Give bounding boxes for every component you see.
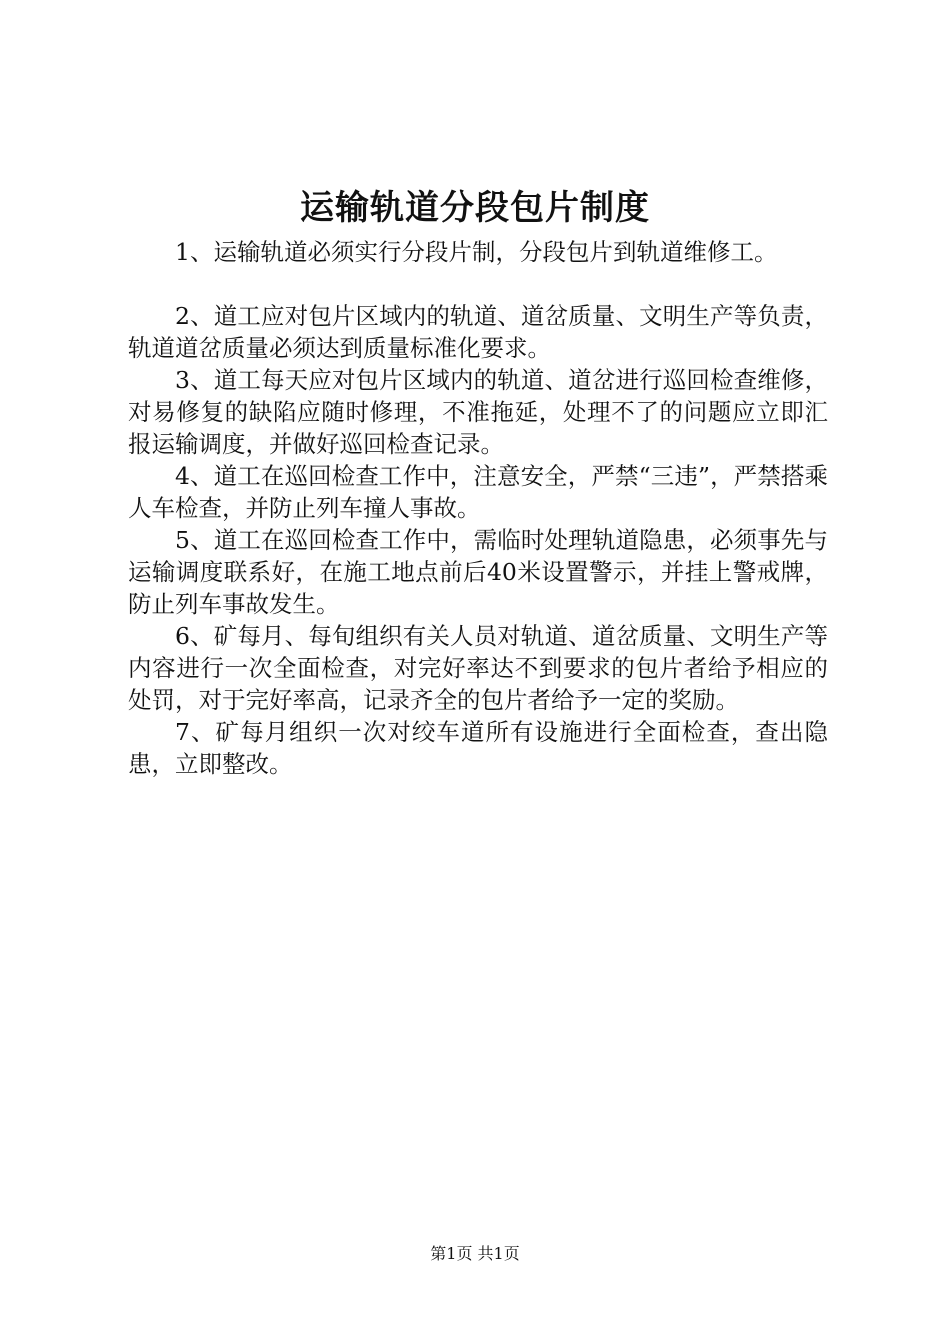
paragraph-7: 7、矿每月组织一次对绞车道所有设施进行全面检查，查出隐患，立即整改。 bbox=[128, 718, 828, 778]
paragraph-2: 2、道工应对包片区域内的轨道、道岔质量、文明生产等负责，轨道道岔质量必须达到质量标准化要求。 bbox=[128, 302, 828, 362]
page-footer: 第1页 共1页 bbox=[430, 1244, 520, 1263]
document-title: 运输轨道分段包片制度 bbox=[300, 188, 650, 228]
paragraph-5: 5、道工在巡回检查工作中，需临时处理轨道隐患，必须事先与运输调度联系好，在施工地点前后40米设置警示，并挂上警戒牌，防止列车事故发生。 bbox=[128, 526, 828, 618]
paragraph-6: 6、矿每月、每旬组织有关人员对轨道、道岔质量、文明生产等内容进行一次全面检查，对完好率达不到要求的包片者给予相应的处罚，对于完好率高，记录齐全的包片者给予一定的奖励。 bbox=[128, 622, 828, 714]
paragraph-1: 1、运输轨道必须实行分段片制，分段包片到轨道维修工。 bbox=[175, 238, 778, 266]
paragraph-4: 4、道工在巡回检查工作中，注意安全，严禁“三违”，严禁搭乘人车检查，并防止列车撞人事故。 bbox=[128, 462, 828, 522]
document-body bbox=[128, 236, 828, 780]
paragraph-3: 3、道工每天应对包片区域内的轨道、道岔进行巡回检查维修，对易修复的缺陷应随时修理，不准拖延，处理不了的问题应立即汇报运输调度，并做好巡回检查记录。 bbox=[128, 366, 828, 458]
